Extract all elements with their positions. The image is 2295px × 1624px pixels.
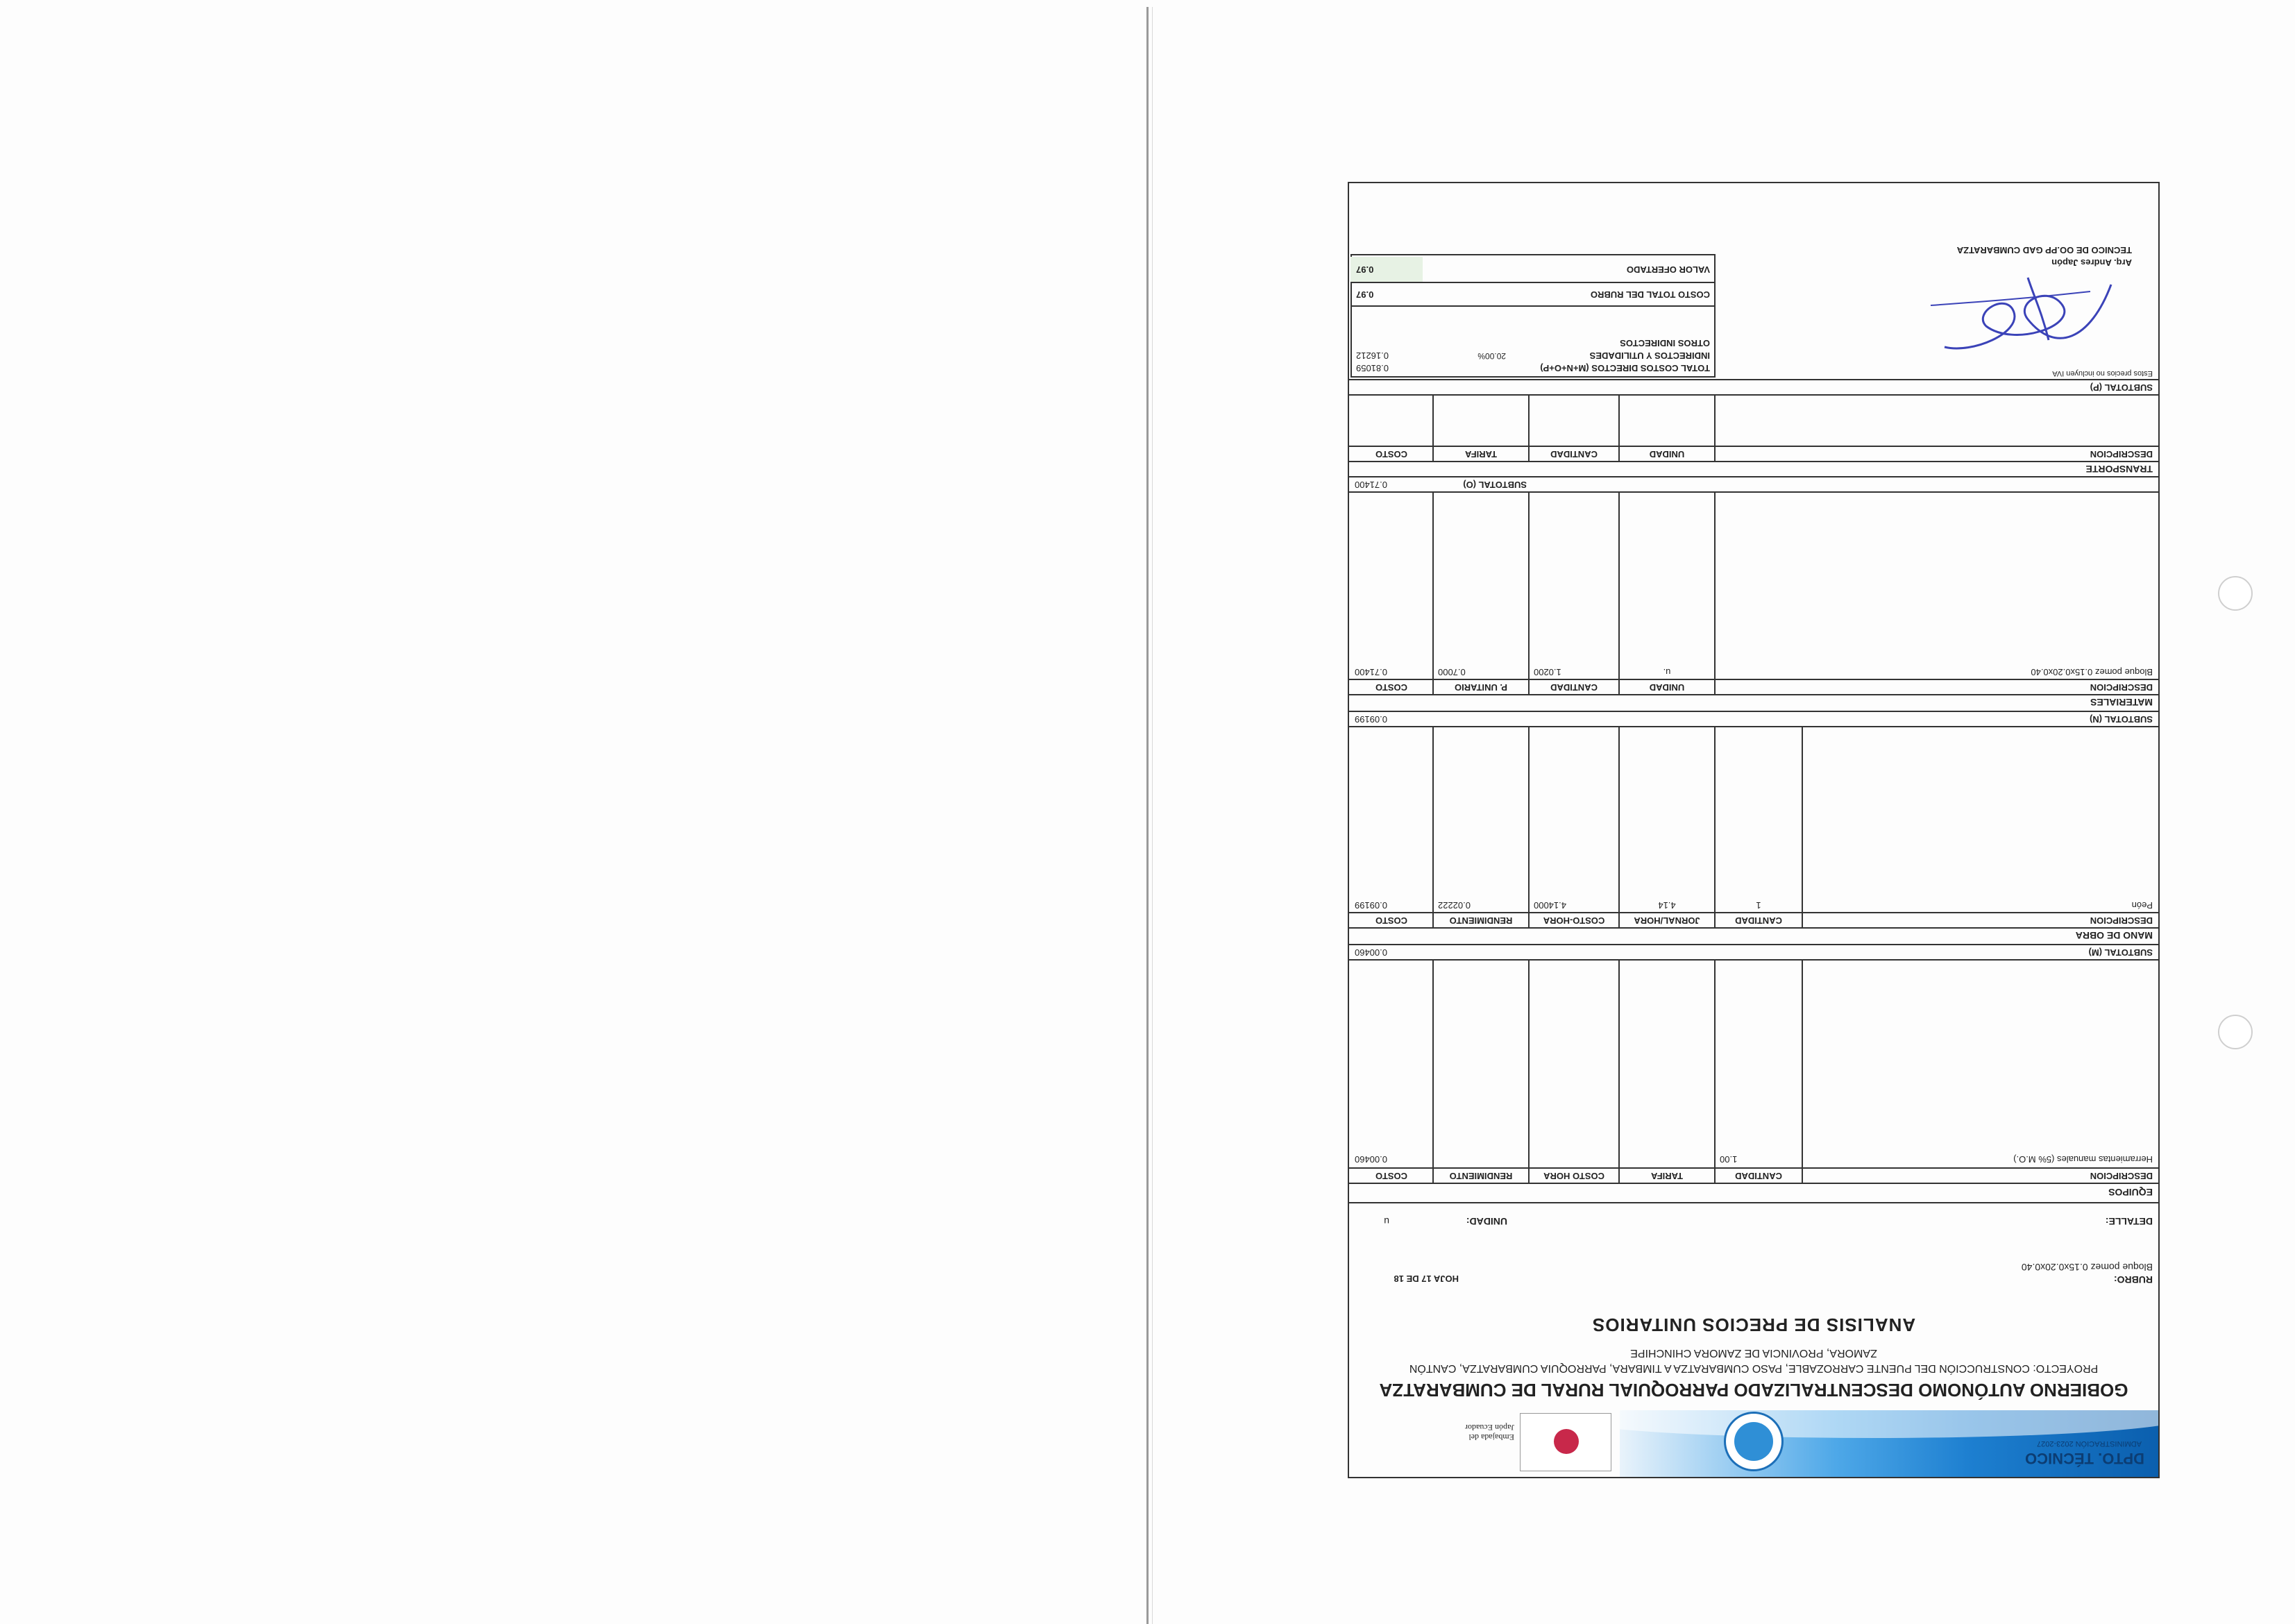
rubro-label: RUBRO:	[2114, 1274, 2153, 1285]
table-row: Herramientas manuales (5% M.O.) 1.00 0.00460	[1355, 1154, 2153, 1165]
equipos-subtotal-value: 0.00460	[1355, 947, 1387, 958]
materiales-subtotal-label: SUBTOTAL (O)	[1463, 480, 1527, 490]
signature-mark	[1924, 271, 2132, 368]
admin-period: ADMINISTRACIÓN 2023-2027	[2037, 1439, 2142, 1448]
transporte-subtotal-label: SUBTOTAL (P)	[2090, 382, 2153, 393]
mano-obra-header-row: DESCRIPCION CANTIDAD JORNAL/HORA COSTO-HORA RENDIMIENTO COSTO	[1375, 915, 2153, 926]
signer-role: TECNICO DE OO.PP GAD CUMBARATZA	[1956, 245, 2132, 255]
analysis-title: ANALISIS DE PRECIOS UNITARIOS	[1591, 1314, 1916, 1335]
rubro-value: Bloque pomez 0.15x0.20x0.40	[2021, 1262, 2153, 1273]
mano-obra-subtotal-value: 0.09199	[1355, 714, 1387, 725]
equipos-header-row: DESCRIPCION CANTIDAD TARIFA COSTO HORA RENDIMIENTO COSTO	[1375, 1171, 2153, 1181]
embassy-label: Embajada del Japón Ecuador	[1465, 1423, 1514, 1442]
materiales-subtotal-value: 0.71400	[1355, 480, 1387, 490]
mano-obra-subtotal-label: SUBTOTAL (N)	[2090, 714, 2153, 725]
totals-box: TOTAL COSTOS DIRECTOS (M+N+O+P) 0.81059 INDIRECTOS Y UTILIDADES 20.00% 0.16212 OTROS INDIRECTOS COSTO TOTAL DEL RUBRO 0.97 VALOR OFERTADO 0.97	[1350, 254, 1716, 378]
equipos-subtotal-label: SUBTOTAL (M)	[2088, 947, 2153, 958]
dept-title: DPTO. TÉCNICO	[2025, 1450, 2144, 1467]
punch-hole	[2218, 576, 2253, 611]
project-line-2: ZAMORA, PROVINCIA DE ZAMORA CHINCHIPE	[1630, 1347, 1877, 1359]
table-row: Peón 1 4.14 4.14000 0.02222 0.09199	[1355, 900, 2153, 911]
sheet-number: HOJA 17 DE 18	[1394, 1274, 1459, 1284]
equipos-title: EQUIPOS	[2108, 1187, 2153, 1198]
handwritten-signature-icon	[1924, 271, 2132, 368]
mano-obra-title: MANO DE OBRA	[2075, 930, 2153, 941]
detalle-label: DETALLE:	[2105, 1216, 2153, 1227]
page-fold-shadow	[1152, 7, 1153, 1624]
iva-note: Estos precios no incluyen IVA	[2052, 369, 2153, 378]
materiales-title: MATERIALES	[2090, 697, 2153, 708]
unidad-value: u	[1384, 1216, 1389, 1227]
signer-name: Arq. Andres Japón	[2051, 257, 2132, 268]
table-row: Bloque pomez 0.15x0.20x0.40 u. 1.0200 0.7000 0.71400	[1355, 667, 2153, 677]
materiales-header-row: DESCRIPCION UNIDAD CANTIDAD P. UNITARIO COSTO	[1375, 682, 2153, 693]
transporte-title: TRANSPORTE	[2085, 464, 2153, 475]
project-line-1: PROYECTO: CONSTRUCCIÓN DEL PUENTE CARROZABLE, PASO CUMBARATZA A TIMBARA, PARROQUIA CUMBARATZA, CANTÓN	[1409, 1362, 2099, 1374]
page-fold	[1146, 7, 1149, 1624]
transporte-header-row: DESCRIPCION UNIDAD CANTIDAD TARIFA COSTO	[1375, 449, 2153, 459]
header-banner	[1620, 1410, 2158, 1477]
apu-sheet	[1346, 180, 2160, 1478]
japan-flag-icon	[1520, 1413, 1611, 1471]
gad-logo-icon	[1724, 1412, 1784, 1471]
unidad-label: UNIDAD:	[1466, 1216, 1507, 1227]
punch-hole	[2218, 1015, 2253, 1049]
gov-title: GOBIERNO AUTÓNOMO DESCENTRALIZADO PARROQUIAL RURAL DE CUMBARATZA	[1379, 1380, 2128, 1401]
